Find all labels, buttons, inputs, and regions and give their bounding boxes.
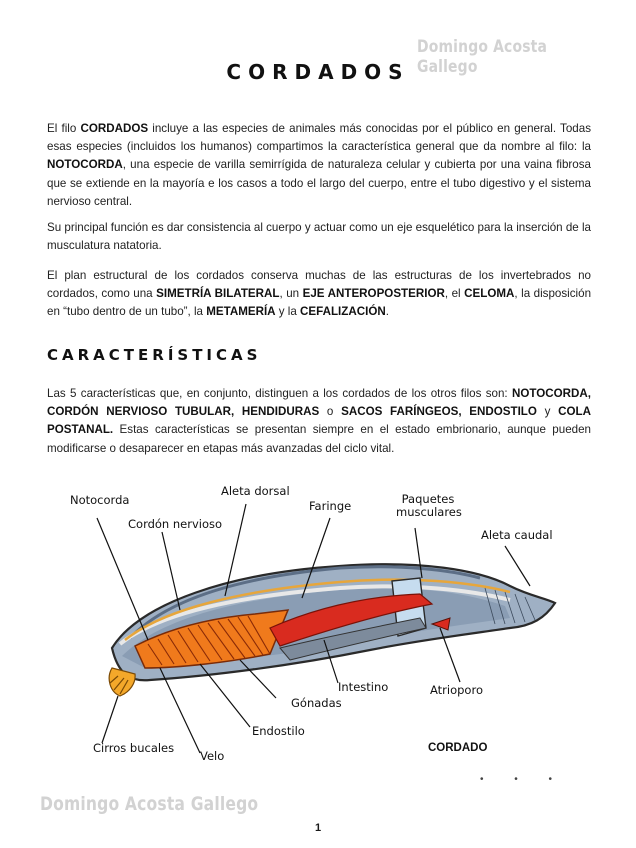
chordate-diagram xyxy=(40,478,600,778)
bold-term: EJE ANTEROPOSTERIOR xyxy=(302,287,445,301)
diagram-caption: CORDADO xyxy=(428,742,488,754)
bold-term: CELOMA xyxy=(464,287,515,301)
bold-term: CEFALIZACIÓN xyxy=(300,305,386,319)
label-cirros-bucales: Cirros bucales xyxy=(93,741,175,755)
characteristics-paragraph: Las 5 características que, en conjunto, distinguen a los cordados de los otros filos son: NOTOCORDA, CORDÓN NERVIOSO TUBULAR, HENDIDURAS o SACOS FARÍNGEOS, ENDOSTILO y COLA POSTANAL. Estas características se presentan siempre en el estado embrionario, aunque pueden modificarse o desaparecer en etapas más avanzadas del ciclo vital. xyxy=(47,387,592,455)
label-faringe: Faringe xyxy=(309,499,352,513)
function-paragraph: Su principal función es dar consistencia al cuerpo y actuar como un eje esquelético para la inserción de la musculatura natatoria. xyxy=(47,221,591,253)
bold-term: CORDADOS xyxy=(80,122,149,135)
bold-term: NOTOCORDA, CORDÓN NERVIOSO TUBULAR, HENDIDURAS xyxy=(47,387,591,419)
page-number: 1 xyxy=(314,822,322,834)
watermark-top: Domingo Acosta Gallego xyxy=(417,37,548,77)
intro-paragraph: El filo CORDADOS incluye a las especies de animales más conocidas por el público en general. Todas esas especies (incluidos los humanos) compartimos la característica general que da nombre al filo: la NOTOCORDA, una especie de varilla semirrígida de naturaleza celular y cubierta por una vaina fibrosa que se extiende en la mayoría e los casos a todo el largo del cuerpo, entre el tubo digestivo y el sistema nervioso central. xyxy=(47,122,591,208)
label-gonadas: Gónadas xyxy=(291,696,342,710)
bold-term: METAMERÍA xyxy=(206,305,276,319)
bold-term: NOTOCORDA xyxy=(47,158,123,172)
bold-term: SIMETRÍA BILATERAL xyxy=(156,287,280,301)
label-aleta-caudal: Aleta caudal xyxy=(481,528,553,542)
label-cordon-nervioso: Cordón nervioso xyxy=(128,517,223,531)
decorative-dots: • • • xyxy=(480,774,567,785)
label-endostilo: Endostilo xyxy=(252,724,305,738)
label-intestino: Intestino xyxy=(338,680,389,694)
label-atrioporo: Atrioporo xyxy=(430,683,483,697)
label-velo: Velo xyxy=(200,749,225,763)
page-title: CORDADOS xyxy=(226,60,410,84)
label-notocorda: Notocorda xyxy=(70,493,130,507)
bold-term: SACOS FARÍNGEOS, ENDOSTILO xyxy=(341,405,537,419)
label-paquetes-musculares: Paquetes musculares xyxy=(396,492,462,519)
structure-paragraph: El plan estructural de los cordados conserva muchas de las estructuras de los invertebrados no cordados, como una SIMETRÍA BILATERAL, un EJE ANTEROPOSTERIOR, el CELOMA, la disposición en “tubo dentro de un tubo”, la METAMERÍA y la CEFALIZACIÓN. xyxy=(47,269,592,319)
bold-term: COLA POSTANAL. xyxy=(47,405,592,437)
label-aleta-dorsal: Aleta dorsal xyxy=(221,484,290,498)
watermark-bottom: Domingo Acosta Gallego xyxy=(40,793,259,815)
section-heading: CARACTERÍSTICAS xyxy=(47,346,262,364)
